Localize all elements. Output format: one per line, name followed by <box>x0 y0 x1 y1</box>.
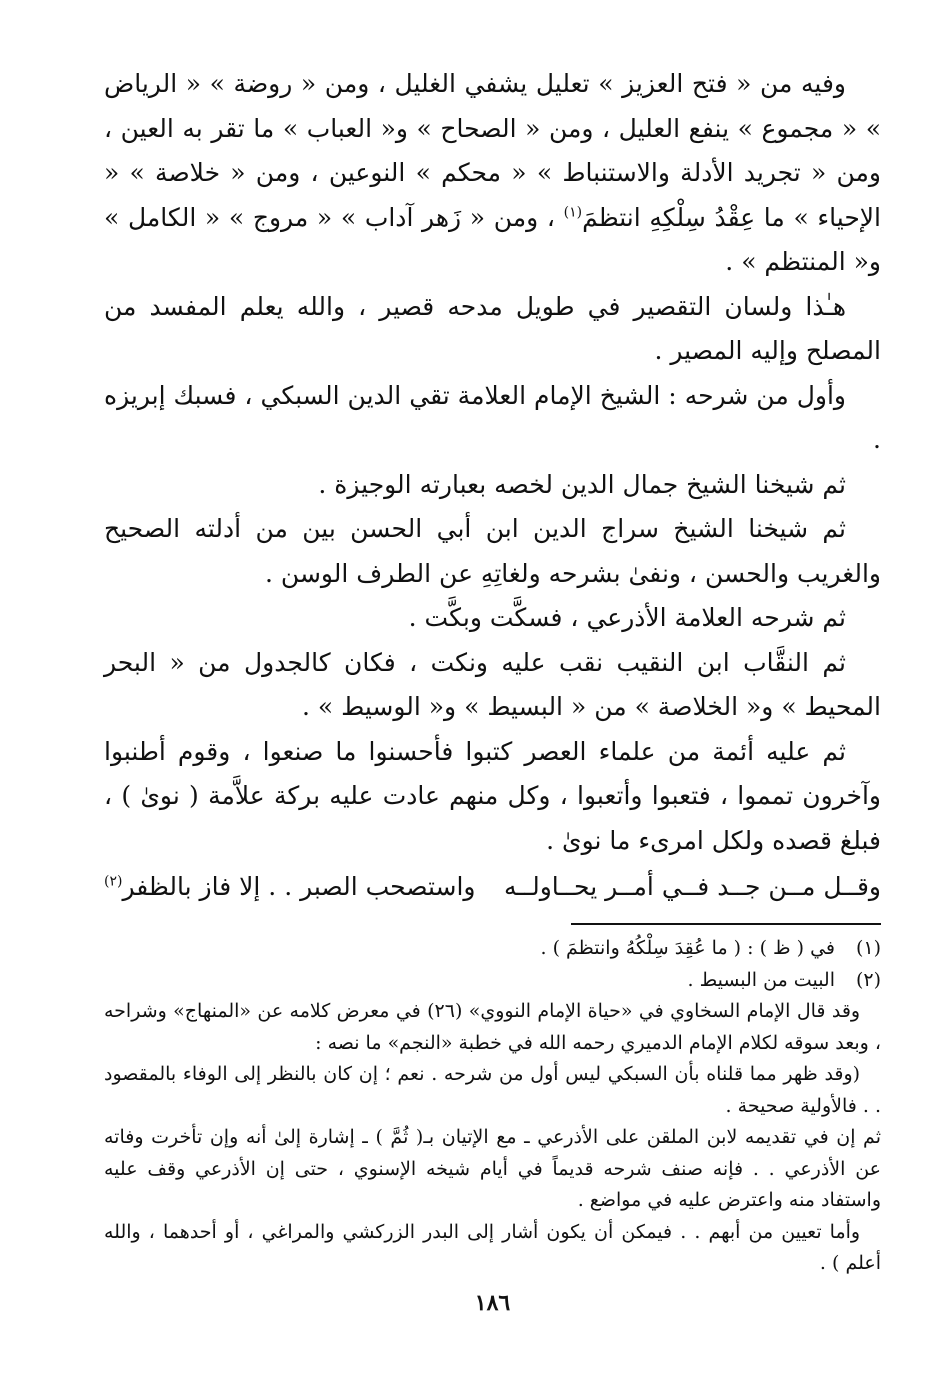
footnote-2-paragraph-3: ثم إن في تقديمه لابن الملقن على الأذرعي ـ مع الإتيان بـ( ثُمَّ ) ـ إشارة إلىٰ أنه وإن تأخرت وفاته عن الأذرعي . . فإنه صنف شرحه قديماً في أيام شيخه الإسنوي ، حتى إن الأذرعي وقف عليه واستفاد منه واعترض عليه في مواضع . <box>104 1126 881 1211</box>
main-text <box>104 62 881 863</box>
footnote-separator <box>571 923 881 925</box>
footnote-2-paragraph-4: وأما تعيين من أبهم . . فيمكن أن يكون أشار إلى البدر الزركشي والمراغي ، أو أحدهما ، والله أعلم ) . <box>104 1220 881 1274</box>
footnote-ref-2: (٢) <box>104 873 123 890</box>
paragraph-8: ثم عليه أئمة من علماء العصر كتبوا فأحسنوا ما صنعوا ، وقوم أطنبوا وآخرون تمموا ، فتعبوا وأتعبوا ، وكل منهم عادت عليه بركة علاَّمة ( نوىٰ ) ، فبلغ قصده ولكل امرىء ما نوىٰ . <box>104 736 881 855</box>
footnote-2-number: (٢) <box>855 968 881 991</box>
paragraph-1-text: وفيه من « فتح العزيز » تعليل يشفي الغليل ، ومن « روضة » « الرياض » « مجموع » ينفع العليل ، ومن « الصحاح » و« العباب » ما تقر به العين ، ومن « تجريد الأدلة والاستنباط » « محكم » النوعين ، ومن « خلاصة » « الإحياء » ما عِقْدُ سِلْكِهِ انتظمَ <box>104 69 882 232</box>
paragraph-4: ثم شيخنا الشيخ جمال الدين لخصه بعبارته الوجيزة . <box>318 469 846 499</box>
paragraph-7: ثم النقَّاب ابن النقيب نقب عليه ونكت ، فكان كالجدول من « البحر المحيط » و« الخلاصة » من « البسيط » و« الوسيط » . <box>104 647 881 721</box>
footnote-1-text: في ( ظ ) : ( ما عُقِدَ سِلْكُهُ وانتظمَ ) . <box>540 937 835 959</box>
footnote-1 <box>104 933 881 965</box>
footnote-2-paragraph-1: وقد قال الإمام السخاوي في «حياة الإمام النووي» (٢٦) في معرض كلامه عن «المنهاج» وشراحه ، وبعد سوقه لكلام الإمام الدميري رحمه الله في خطبة «النجم» ما نصه : <box>104 1000 881 1054</box>
paragraph-1-text-end: ، ومن « زَهر آداب » « مروج » « الكامل » و« المنتظم » . <box>104 202 881 276</box>
book-page <box>104 62 881 1352</box>
paragraph-5: ثم شيخنا الشيخ سراج الدين ابن أبي الحسن بين من أدلته الصحيح والغريب والحسن ، ونفىٰ بشرحه ولغاتِهِ عن الطرف الوسن . <box>104 514 881 588</box>
poetry-verse <box>104 865 881 909</box>
footnote-2-paragraph-2: (وقد ظهر مما قلناه بأن السبكي ليس أول من شرحه . نعم ؛ إن كان بالنظر إلى الوفاء بالمقصود . . فالأولية صحيحة . <box>104 1063 881 1117</box>
verse-first-hemistich: وقــل مــن جــد فــي أمــر يحــاولــه <box>504 872 881 901</box>
verse-second-hemistich-text: واستصحب الصبر . . إلا فاز بالظفر <box>122 872 476 901</box>
paragraph-6: ثم شرحه العلامة الأذرعي ، فسكَّت وبكَّت . <box>408 603 846 632</box>
page-number: ١٨٦ <box>474 1290 511 1316</box>
paragraph-2: هـٰذا ولسان التقصير في طويل مدحه قصير ، والله يعلم المفسد من المصلح وإليه المصير . <box>104 291 881 365</box>
footnote-1-number: (١) <box>855 937 881 959</box>
footnotes <box>104 933 881 1280</box>
verse-second-hemistich <box>104 865 475 909</box>
footnote-ref-1: (١) <box>563 204 583 221</box>
footnote-2-text: البيت من البسيط . <box>687 968 835 991</box>
paragraph-3: وأول من شرحه : الشيخ الإمام العلامة تقي الدين السبكي ، فسبك إبريزه . <box>104 380 881 454</box>
footnote-2 <box>104 965 881 997</box>
paragraph-1 <box>104 62 881 285</box>
